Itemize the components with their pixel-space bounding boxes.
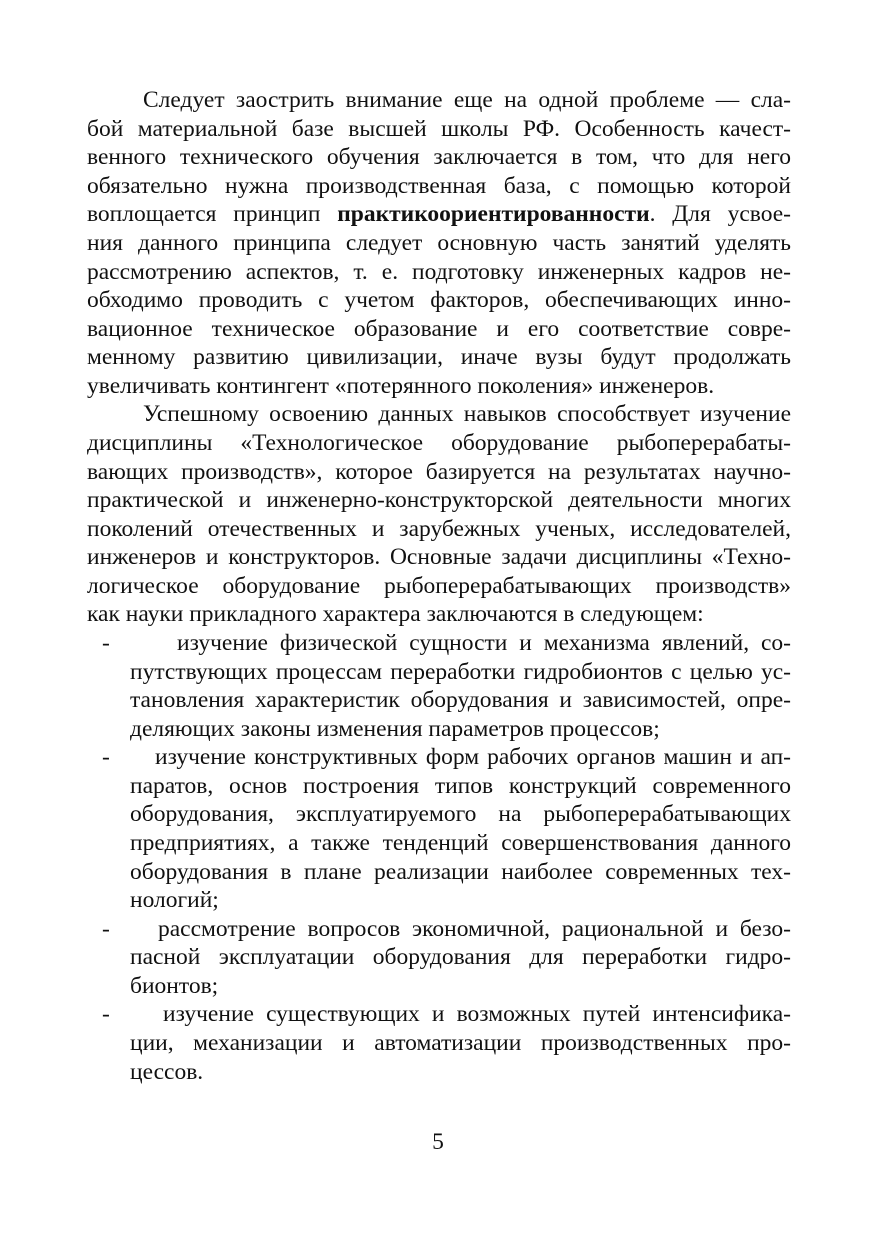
text-line: изучение конструктивных форм рабочих органов машин и ап- xyxy=(155,744,791,770)
page-number: 5 xyxy=(432,1129,444,1155)
text-line: практической и инженерно-конструкторской деятельности многих xyxy=(87,487,791,513)
text-line: пасной эксплуатации оборудования для переработки гидро- xyxy=(130,944,791,970)
text-line: венного технического обучения заключается в том, что для него xyxy=(87,144,791,170)
text-line: изучение существующих и возможных путей интенсифика- xyxy=(163,1001,791,1027)
text-line: инженеров и конструкторов. Основные задачи дисциплины «Техно- xyxy=(87,544,791,570)
text-line: Следует заострить внимание еще на одной проблеме — сла- xyxy=(143,87,791,113)
text-line: цессов. xyxy=(130,1059,204,1085)
bold-term: практикоориентированности xyxy=(337,201,650,227)
text-line: рассмотрению аспектов, т. е. подготовку инженерных кадров не- xyxy=(87,259,791,285)
text-line: ции, механизации и автоматизации производственных про- xyxy=(130,1030,791,1056)
text-line: нологий; xyxy=(130,887,219,913)
text-line: паратов, основ построения типов конструкций современного xyxy=(130,773,791,799)
text-line: Успешному освоению данных навыков способствует изучение xyxy=(143,401,791,427)
text-run: воплощается принцип xyxy=(87,201,338,227)
text-line: деляющих законы изменения параметров процессов; xyxy=(130,716,660,742)
text-line: логическое оборудование рыбоперерабатывающих производств» xyxy=(87,573,791,599)
text-line: увеличивать контингент «потерянного поколения» инженеров. xyxy=(87,373,715,399)
list-marker: - xyxy=(102,630,110,656)
text-line: вационное техническое образование и его соответствие совре- xyxy=(87,316,791,342)
text-line: бионтов; xyxy=(130,973,219,999)
text-line: рассмотрение вопросов экономичной, рациональной и безо- xyxy=(158,916,791,942)
text-line: предприятиях, а также тенденций совершенствования данного xyxy=(130,830,791,856)
text-run: . Для усвое- xyxy=(649,201,791,227)
text-line: ния данного принципа следует основную часть занятий уделять xyxy=(87,230,791,256)
text-line xyxy=(87,200,791,229)
text-line: оборудования, эксплуатируемого на рыбоперерабатывающих xyxy=(130,801,791,827)
text-line: как науки прикладного характера заключаются в следующем: xyxy=(87,601,704,627)
text-line: изучение физической сущности и механизма явлений, со- xyxy=(177,630,791,656)
list-marker: - xyxy=(102,744,110,770)
text-line: тановления характеристик оборудования и зависимостей, опре- xyxy=(130,687,791,713)
text-line: дисциплины «Технологическое оборудование рыбоперерабаты- xyxy=(87,430,791,456)
text-line: оборудования в плане реализации наиболее современных тех- xyxy=(130,859,791,885)
text-line: поколений отечественных и зарубежных ученых, исследователей, xyxy=(87,516,791,542)
text-line: обходимо проводить с учетом факторов, обеспечивающих инно- xyxy=(87,287,791,313)
list-marker: - xyxy=(102,916,110,942)
text-line: обязательно нужна производственная база, с помощью которой xyxy=(87,173,791,199)
text-line: вающих производств», которое базируется на результатах научно- xyxy=(87,459,791,485)
list-marker: - xyxy=(102,1001,110,1027)
text-line: путствующих процессам переработки гидробионтов с целью ус- xyxy=(130,659,791,685)
text-line: бой материальной базе высшей школы РФ. Особенность качест- xyxy=(87,116,791,142)
text-line: менному развитию цивилизации, иначе вузы будут продолжать xyxy=(87,344,791,370)
